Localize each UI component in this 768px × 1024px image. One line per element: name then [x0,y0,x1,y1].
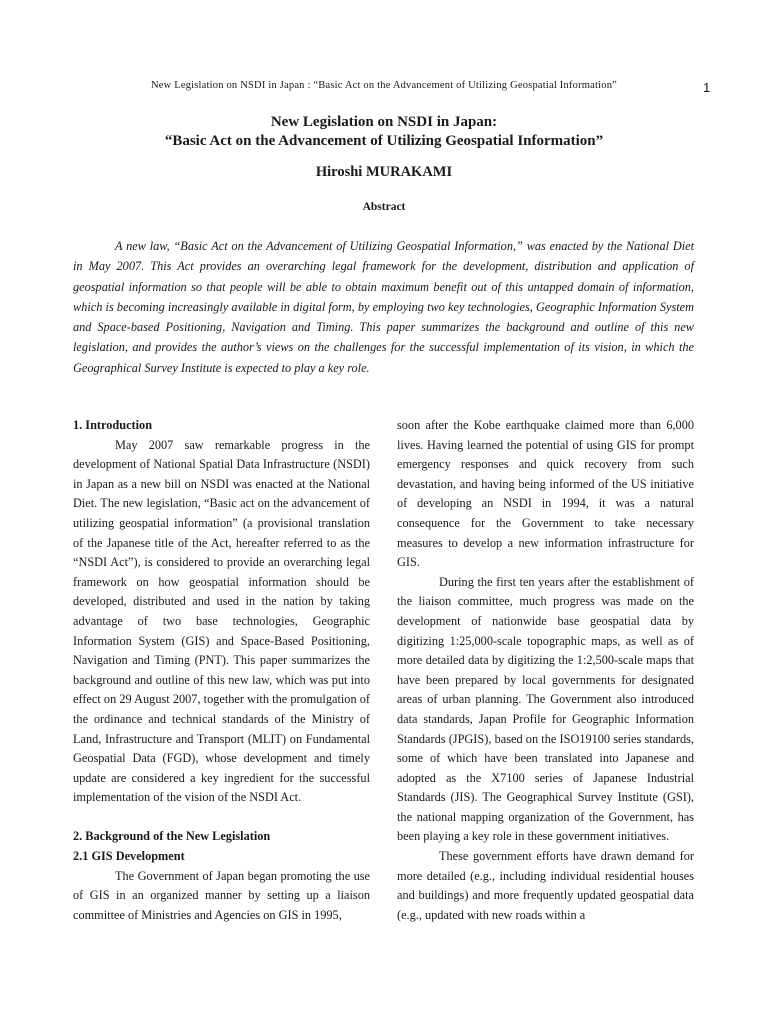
left-column [73,416,370,925]
page-number: 1 [703,80,711,95]
title-line-1: New Legislation on NSDI in Japan: [270,114,498,130]
demand-paragraph: These government efforts have drawn demand for more detailed (e.g., including individual residential houses and buildings) and more frequently updated geospatial data (e.g., updated with new roads within a [397,849,694,922]
right-column [397,416,694,925]
intro-paragraph: May 2007 saw remarkable progress in the development of National Spatial Data Infrastructure (NSDI) in Japan as a new bill on NSDI was enacted at the National Diet. The new legislation, “Basic act on the advancement of utilizing geospatial information” (a provisional translation of the Japanese title of the Act, hereafter referred to as the “NSDI Act”), is considered to provide an overarching legal framework on how geospatial information should be developed, distributed and used in the nation by taking advantage of two base technologies, Geographic Information System (GIS) and Space-Based Positioning, Navigation and Timing (PNT). This paper summarizes the background and outline of this new law, which was put into effect on 29 August 2007, together with the promulgation of the ordinance and technical standards of the Ministry of Land, Infrastructure and Transport (MLIT) on Fundamental Geospatial Data (FGD), whose development and timely update are considered a key ingredient for the successful implementation of the vision of the NSDI Act. [73,437,370,805]
running-head: New Legislation on NSDI in Japan : “Basic Act on the Advancement of Utilizing Geospatial Information” [150,80,618,91]
progress-paragraph: During the first ten years after the establishment of the liaison committee, much progress was made on the development of nationwide base geospatial data by digitizing 1:25,000-scale topographic maps, as well as of more detailed data by digitizing the 1:2,500-scale maps that have been prepared by local governments for designated areas of urban planning. The Government also introduced data standards, Japan Profile for Geographic Information Standards (JPGIS), based on the ISO19100 series standards, some of which have been translated into Japanese and adopted as the X7100 series of Japanese Industrial Standards (JIS). The Geographical Survey Institute (GSI), the national mapping organization of the Government, has been playing a key role in these government initiatives. [397,574,694,844]
abstract-heading: Abstract [362,201,406,213]
gis-paragraph-start: The Government of Japan began promoting the use of GIS in an organized manner by setting up a liaison committee of Ministries and Agencies on GIS in 1995, [73,868,370,922]
title-line-2: “Basic Act on the Advancement of Utilizing Geospatial Information” [164,133,604,149]
intro-heading: 1. Introduction [73,418,153,432]
background-heading: 2. Background of the New Legislation [73,829,271,844]
paper-title [0,113,768,151]
gis-heading: 2.1 GIS Development [73,849,185,864]
abstract-text: A new law, “Basic Act on the Advancement of Utilizing Geospatial Information,” was enacted by the National Diet in May 2007. This Act provides an overarching legal framework for the development, distribution and application of geospatial information so that people will be able to obtain maximum benefit out of this untapped domain of information, which is becoming increasingly available in digital form, by employing two key technologies, Geographic Information System and Space-based Positioning, Navigation and Timing. This paper summarizes the background and outline of this new legislation, and provides the author’s views on the challenges for the successful implementation of its vision, in which the Geographical Survey Institute is expected to play a key role. [73,239,694,375]
gis-paragraph-continued: soon after the Kobe earthquake claimed more than 6,000 lives. Having learned the potential of using GIS for prompt emergency responses and quick recovery from such devastation, and having being informed of the US initiative of developing an NSDI in 1994, it was a natural consequence for the Government to take necessary measures to develop a new information infrastructure for GIS. [397,418,694,570]
author-name: Hiroshi MURAKAMI [315,164,453,180]
